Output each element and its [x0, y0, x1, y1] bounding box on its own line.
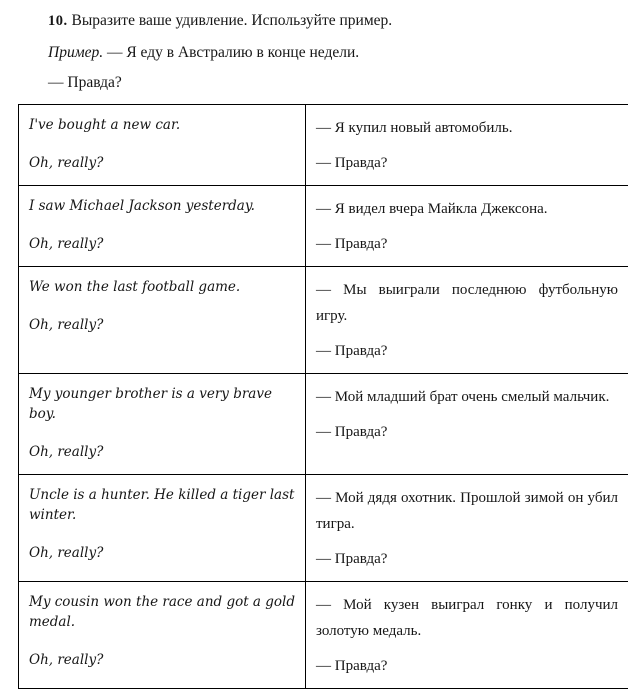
russian-reply: — Правда? [316, 422, 618, 442]
russian-reply: — Правда? [316, 656, 618, 676]
instruction-line [48, 10, 608, 32]
russian-cell [306, 105, 628, 186]
russian-sentence: — Мой младший брат очень смелый мальчик. [316, 384, 618, 410]
english-reply: Oh, really? [29, 234, 295, 254]
russian-cell [306, 186, 628, 267]
russian-cell [306, 475, 628, 582]
example-label: Пример. [48, 44, 103, 61]
table-row [19, 186, 628, 267]
table-row [19, 374, 628, 475]
table-row [19, 105, 628, 186]
russian-sentence: — Я купил новый автомобиль. [316, 115, 618, 141]
english-sentence: I saw Michael Jackson yesterday. [29, 196, 295, 216]
russian-reply: — Правда? [316, 153, 618, 173]
translation-table [18, 104, 628, 689]
exercise-number: 10. [48, 13, 68, 29]
english-reply: Oh, really? [29, 543, 295, 563]
english-cell [19, 105, 306, 186]
example-sentence: — Я еду в Австралию в конце недели. [107, 44, 359, 61]
russian-cell [306, 374, 628, 475]
english-reply: Oh, really? [29, 442, 295, 462]
english-cell [19, 186, 306, 267]
english-cell [19, 582, 306, 689]
example-line [48, 42, 608, 64]
russian-sentence: — Мы выиграли последнюю футбольную игру. [316, 277, 618, 329]
english-sentence: My cousin won the race and got a gold medal. [29, 592, 295, 632]
russian-reply: — Правда? [316, 549, 618, 569]
english-reply: Oh, really? [29, 153, 295, 173]
table-row [19, 582, 628, 689]
english-sentence: We won the last football game. [29, 277, 295, 297]
russian-sentence: — Мой кузен выиграл гонку и получил золотую медаль. [316, 592, 618, 644]
table-row [19, 267, 628, 374]
example-reply: — Правда? [48, 72, 608, 94]
english-cell [19, 475, 306, 582]
russian-reply: — Правда? [316, 234, 618, 254]
english-reply: Oh, really? [29, 315, 295, 335]
english-reply: Oh, really? [29, 650, 295, 670]
english-sentence: I've bought a new car. [29, 115, 295, 135]
russian-cell [306, 267, 628, 374]
english-sentence: My younger brother is a very brave boy. [29, 384, 295, 424]
english-sentence: Uncle is a hunter. He killed a tiger last winter. [29, 485, 295, 525]
russian-reply: — Правда? [316, 341, 618, 361]
russian-sentence: — Я видел вчера Майкла Джексона. [316, 196, 618, 222]
instruction-text: Выразите ваше удивление. Используйте пример. [72, 12, 393, 29]
english-cell [19, 374, 306, 475]
russian-cell [306, 582, 628, 689]
exercise-header [18, 10, 628, 94]
russian-sentence: — Мой дядя охотник. Прошлой зимой он убил тигра. [316, 485, 618, 537]
english-cell [19, 267, 306, 374]
table-row [19, 475, 628, 582]
